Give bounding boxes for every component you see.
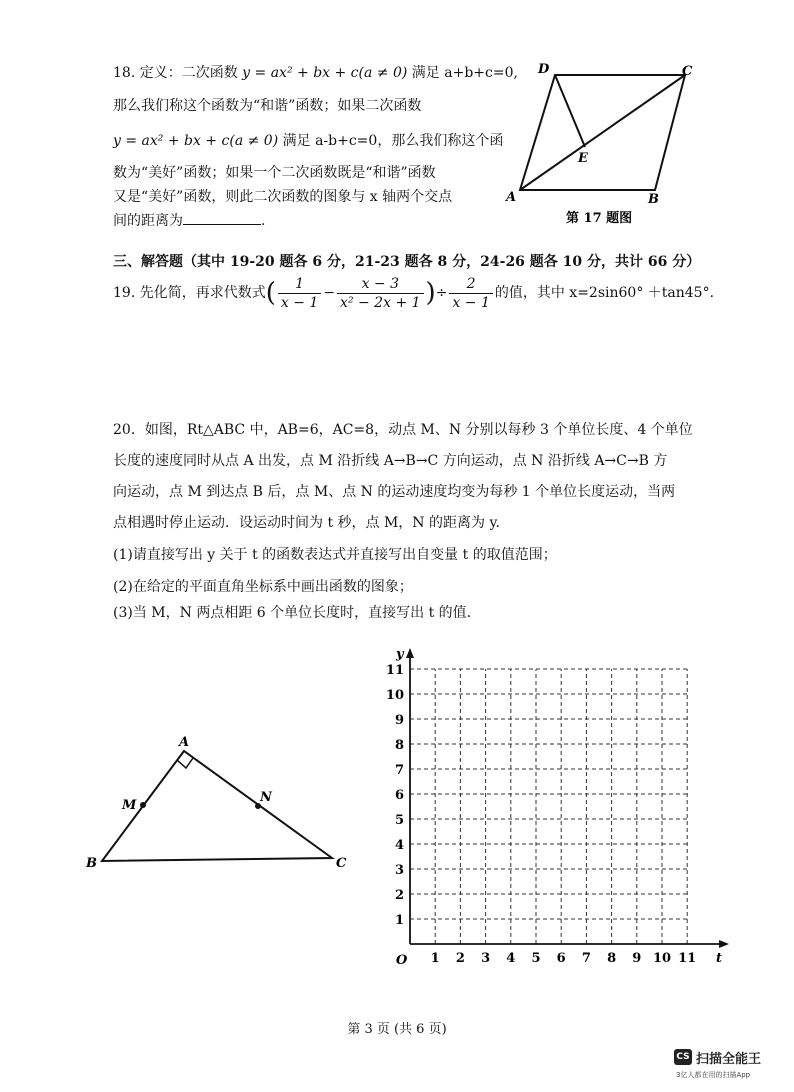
y-tick-label: 4 (394, 838, 404, 853)
y-tick-label: 5 (394, 813, 404, 828)
scanner-app-tagline: 3亿人都在用的扫描App (676, 1071, 751, 1079)
x-tick-label: 4 (506, 951, 516, 966)
q20-sub3: (3)当 M，N 两点相距 6 个单位长度时，直接写出 t 的值. (113, 605, 472, 621)
x-tick-label: 5 (531, 951, 541, 966)
y-tick-label: 1 (394, 913, 404, 928)
x-tick-label: 10 (652, 951, 672, 966)
x-axis-arrow (719, 940, 729, 948)
q19-fraction-2: $\frac{x - 3}{\text{x² − 2x + 1}}$ (337, 275, 423, 312)
q18-line6: 间的距离为 . (113, 210, 265, 231)
x-tick-label: 9 (632, 951, 642, 966)
fig17-label-c: C (682, 64, 693, 79)
page-footer: 第 3 页 (共 6 页) (347, 1022, 447, 1037)
q18-line4: 数为“美好”函数；如果一个二次函数既是“和谐”函数 (113, 165, 436, 181)
y-tick-label: 9 (394, 713, 404, 728)
q18-line2: 那么我们称这个函数为“和谐”函数；如果二次函数 (113, 98, 422, 114)
x-tick-label: 1 (430, 951, 440, 966)
fig17-label-a: A (506, 190, 517, 205)
q19: 19. 先化简，再求代数式( $\frac{1}{x - 1}$ − $\frac{x - 3}{\text{x² − 2x + 1}}$ )÷ $\frac{2}{x - 1}$ 的值，其中 x=2sin60° ＋tan45°． (113, 275, 724, 311)
fig17-caption: 第 17 题图 (566, 211, 633, 226)
x-tick-label: 7 (581, 951, 591, 966)
tri-label-b: B (86, 856, 97, 871)
cs-logo-icon: CS (674, 1049, 692, 1065)
y-tick-label: 3 (394, 863, 404, 878)
q20-sub2: (2)在给定的平面直角坐标系中画出函数的图象； (113, 579, 413, 595)
y-axis-arrow (406, 648, 414, 658)
triangle-figure (80, 728, 360, 878)
right-angle-mark (177, 758, 193, 768)
x-tick-label: 11 (678, 951, 697, 966)
q20-sub1: (1)请直接写出 y 关于 t 的函数表达式并直接写出自变量 t 的取值范围； (113, 547, 557, 563)
q18-equation-1: y = ax² + bx + c(a ≠ 0) (242, 65, 408, 81)
q20-line2: 长度的速度同时从点 A 出发，点 M 沿折线 A→B→C 方向运动，点 N 沿折线 A→C→B 方 (113, 453, 668, 469)
q20-line3: 向运动，点 M 到达点 B 后，点 M、点 N 的运动速度均变为每秒 1 个单位长度运动，当两 (113, 484, 676, 500)
scanner-app-name: 扫描全能王 (696, 1052, 762, 1067)
y-axis-label: y (396, 647, 404, 662)
fig17-label-b: B (648, 192, 659, 207)
grid-lines (410, 669, 687, 944)
tri-label-a: A (179, 735, 190, 750)
q18-line3: y = ax² + bx + c(a ≠ 0) 满足 a-b+c=0，那么我们称这个函 (113, 133, 504, 149)
q18-line1: 18. 定义：二次函数 y = ax² + bx + c(a ≠ 0) 满足 a+b+c=0, (113, 65, 518, 81)
y-tick-label: 7 (394, 763, 404, 778)
section-3-heading: 三、解答题（其中 19-20 题各 6 分，21-23 题各 8 分，24-26 题各 10 分，共计 66 分） (113, 254, 701, 270)
q18-equation-2: y = ax² + bx + c(a ≠ 0) (113, 133, 279, 149)
x-tick-label: 8 (607, 951, 617, 966)
q19-fraction-1: $\frac{1}{x - 1}$ (278, 275, 321, 312)
fig17-label-e: E (578, 151, 588, 166)
tri-label-m: M (122, 798, 137, 813)
coordinate-grid (380, 640, 740, 975)
q20-line4: 点相遇时停止运动．设运动时间为 t 秒，点 M，N 的距离为 y. (113, 515, 500, 531)
y-tick-label: 6 (394, 788, 404, 803)
y-tick-label: 10 (385, 688, 404, 703)
fig17-label-d: D (538, 62, 550, 77)
triangle-abc (102, 751, 332, 861)
q19-fraction-3: $\frac{2}{x - 1}$ (449, 275, 492, 312)
scanner-watermark (674, 1047, 784, 1087)
y-tick-label: 11 (385, 663, 404, 678)
figure-17 (500, 55, 710, 235)
q18-answer-blank[interactable] (183, 210, 261, 225)
tri-label-n: N (260, 790, 272, 805)
tri-label-c: C (336, 856, 347, 871)
point-m (140, 802, 146, 808)
x-tick-label: 3 (481, 951, 491, 966)
x-axis-label: t (716, 951, 723, 966)
segment-de (555, 75, 585, 147)
x-tick-label: 2 (455, 951, 465, 966)
y-tick-label: 2 (394, 888, 404, 903)
q18-line5: 又是“美好”函数，则此二次函数的图象与 x 轴两个交点 (113, 189, 453, 205)
x-tick-label: 6 (556, 951, 566, 966)
origin-label: O (396, 953, 408, 968)
q20-line1: 20．如图，Rt△ABC 中，AB=6，AC=8，动点 M、N 分别以每秒 3 个单位长度、4 个单位 (113, 422, 693, 438)
y-tick-label: 8 (394, 738, 404, 753)
